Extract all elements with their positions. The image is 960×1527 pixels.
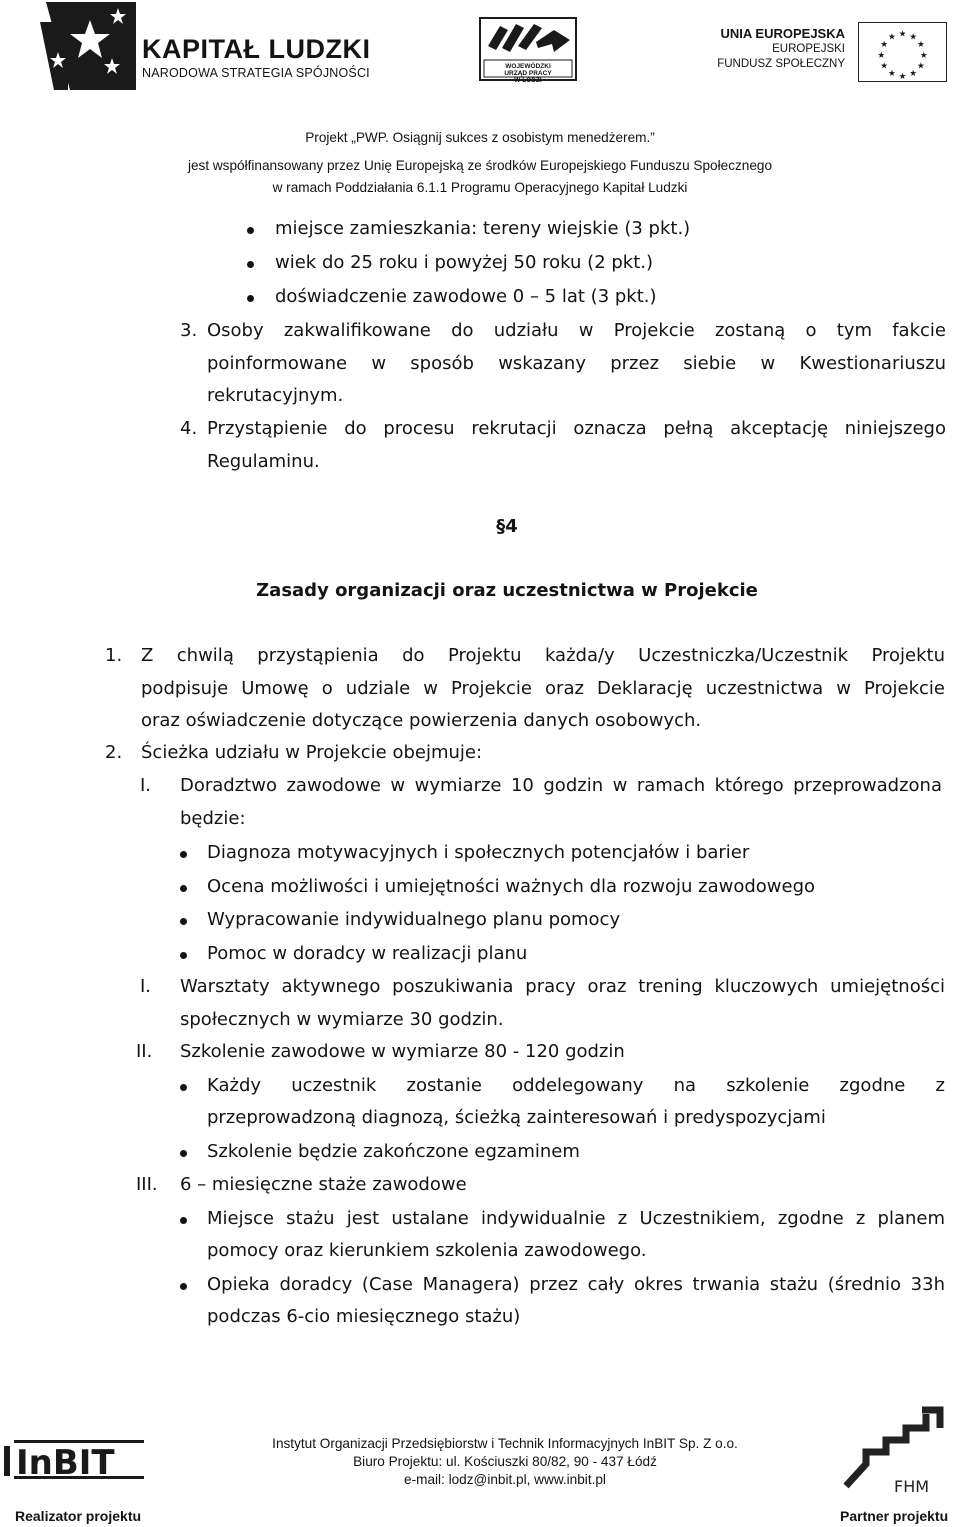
path-4-text: 6 – miesięczne staże zawodowe (180, 1174, 467, 1195)
item-4-number: 4. (180, 418, 198, 439)
path-3-text: Szkolenie zawodowe w wymiarze 80 - 120 godzin (180, 1041, 625, 1062)
bullet-icon (180, 851, 187, 858)
path-2-line-2: społecznych w wymiarze 30 godzin. (180, 1009, 504, 1030)
fhm-logo-text: FHM (894, 1477, 930, 1496)
eu-logo (712, 22, 947, 82)
bullet-icon (180, 1217, 187, 1224)
bullet-icon (180, 1084, 187, 1091)
bullet-icon (247, 227, 254, 234)
svg-text:★: ★ (880, 40, 889, 51)
path-3-bullet-1-line-2: przeprowadzoną diagnozą, ścieżką zainteresowań i predyspozycjami (207, 1107, 826, 1128)
path-3-number: II. (136, 1041, 153, 1062)
fhm-logo-icon (836, 1404, 948, 1496)
bullet-icon (247, 295, 254, 302)
path-4-number: III. (136, 1174, 158, 1195)
kapital-ludzki-logo (40, 2, 380, 90)
svg-text:★: ★ (880, 61, 889, 72)
item-4-line-2: Regulaminu. (207, 451, 320, 472)
path-2-number: I. (140, 976, 152, 997)
wup-line-1: WOJEWÓDZKI (505, 63, 551, 70)
bullet-icon (180, 1283, 187, 1290)
footer-left-label: Realizator projektu (15, 1508, 142, 1524)
bullet-icon (247, 261, 254, 268)
wup-text (486, 63, 570, 84)
project-line-3: w ramach Poddziałania 6.1.1 Programu Operacyjnego Kapitał Ludzki (272, 180, 688, 195)
path-4-bullet-2-line-1: Opieka doradcy (Case Managera) przez cały okres trwania stażu (średnio 33h (207, 1274, 945, 1295)
bullet-icon (180, 952, 187, 959)
wup-line-3: W ŁODZI (514, 77, 542, 84)
svg-text:★: ★ (887, 69, 896, 80)
svg-text:★: ★ (898, 29, 907, 40)
svg-text:★: ★ (898, 72, 907, 82)
section-number: §4 (496, 516, 518, 537)
svg-text:★: ★ (916, 61, 925, 72)
path-4-bullet-1-line-1: Miejsce stażu jest ustalane indywidualnie z Uczestnikiem, zgodne z planem (207, 1208, 945, 1229)
criteria-residence: miejsce zamieszkania: tereny wiejskie (3 pkt.) (275, 218, 691, 239)
inbit-logo-text: InBIT (16, 1443, 115, 1482)
bullet-icon (180, 918, 187, 925)
item-4-line-1: Przystąpienie do procesu rekrutacji oznacza pełną akceptację niniejszego (207, 418, 946, 439)
footer-line-1: Instytut Organizacji Przedsiębiorstw i Technik Informacyjnych InBIT Sp. Z o.o. (272, 1436, 738, 1451)
path-1-bullet-1: Diagnoza motywacyjnych i społecznych potencjałów i barier (207, 842, 750, 863)
svg-text:★: ★ (877, 50, 886, 61)
criteria-experience: doświadczenie zawodowe 0 – 5 lat (3 pkt.) (275, 286, 657, 307)
eu-line-2: EUROPEJSKI (772, 43, 845, 55)
point-1-line-1: Z chwilą przystąpienia do Projektu każda/y Uczestniczka/Uczestnik Projektu (141, 645, 945, 666)
path-1-line-2: będzie: (180, 808, 246, 829)
point-1-line-2: podpisuje Umowę o udziale w Projekcie oraz Deklarację uczestnictwa w Projekcie (141, 678, 945, 699)
path-3-bullet-2: Szkolenie będzie zakończone egzaminem (207, 1141, 580, 1162)
path-1-bullet-3: Wypracowanie indywidualnego planu pomocy (207, 909, 621, 930)
path-1-bullet-4: Pomoc w doradcy w realizacji planu (207, 943, 528, 964)
eu-title: UNIA EUROPEJSKA (720, 26, 845, 41)
criteria-age: wiek do 25 roku i powyżej 50 roku (2 pkt.) (275, 252, 654, 273)
section-title: Zasady organizacji oraz uczestnictwa w Projekcie (256, 580, 758, 601)
path-4-bullet-2-line-2: podczas 6-cio miesięcznego stażu) (207, 1306, 521, 1327)
point-2-number: 2. (105, 742, 123, 763)
item-3-number: 3. (180, 320, 198, 341)
wup-lodz-logo (478, 16, 578, 82)
path-1-bullet-2: Ocena możliwości i umiejętności ważnych dla rozwoju zawodowego (207, 876, 816, 897)
point-2-text: Ścieżka udziału w Projekcie obejmuje: (141, 742, 483, 763)
point-1-number: 1. (105, 645, 123, 666)
path-2-line-1: Warsztaty aktywnego poszukiwania pracy oraz trening kluczowych umiejętności (180, 976, 945, 997)
svg-text:★: ★ (887, 32, 896, 43)
kapital-ludzki-emblem-icon (40, 2, 140, 90)
path-1-number: I. (140, 775, 152, 796)
path-3-bullet-1-line-1: Każdy uczestnik zostanie oddelegowany na szkolenie zgodne z (207, 1075, 945, 1096)
svg-text:★: ★ (909, 32, 918, 43)
wup-line-2: URZĄD PRACY (504, 70, 552, 77)
item-3-line-3: rekrutacyjnym. (207, 385, 344, 406)
bullet-icon (180, 1150, 187, 1157)
project-line-1: Projekt „PWP. Osiągnij sukces z osobistym menedżerem.” (305, 130, 655, 145)
eu-line-3: FUNDUSZ SPOŁECZNY (717, 58, 845, 70)
path-1-line-1: Doradztwo zawodowe w wymiarze 10 godzin w ramach którego przeprowadzona (180, 775, 942, 796)
kapital-ludzki-title: KAPITAŁ LUDZKI (142, 34, 371, 64)
footer-line-3: e-mail: lodz@inbit.pl, www.inbit.pl (404, 1472, 606, 1487)
kapital-ludzki-subtitle: NARODOWA STRATEGIA SPÓJNOŚCI (142, 66, 370, 80)
bullet-icon (180, 885, 187, 892)
svg-text:★: ★ (919, 50, 928, 61)
fhm-logo (836, 1404, 948, 1496)
footer-line-2: Biuro Projektu: ul. Kościuszki 80/82, 90 - 437 Łódź (353, 1454, 657, 1469)
item-3-line-2: poinformowane w sposób wskazany przez siebie w Kwestionariuszu (207, 353, 946, 374)
footer-right-label: Partner projektu (840, 1508, 949, 1524)
item-3-line-1: Osoby zakwalifikowane do udziału w Projekcie zostaną o tym fakcie (207, 320, 946, 341)
point-1-line-3: oraz oświadczenie dotyczące powierzenia danych osobowych. (141, 710, 702, 731)
project-line-2: jest współfinansowany przez Unię Europejską ze środków Europejskiego Funduszu Społecznego (187, 158, 773, 173)
svg-text:★: ★ (916, 40, 925, 51)
svg-text:★: ★ (909, 69, 918, 80)
eu-flag-icon (858, 22, 947, 82)
path-4-bullet-1-line-2: pomocy oraz kierunkiem szkolenia zawodowego. (207, 1240, 647, 1261)
